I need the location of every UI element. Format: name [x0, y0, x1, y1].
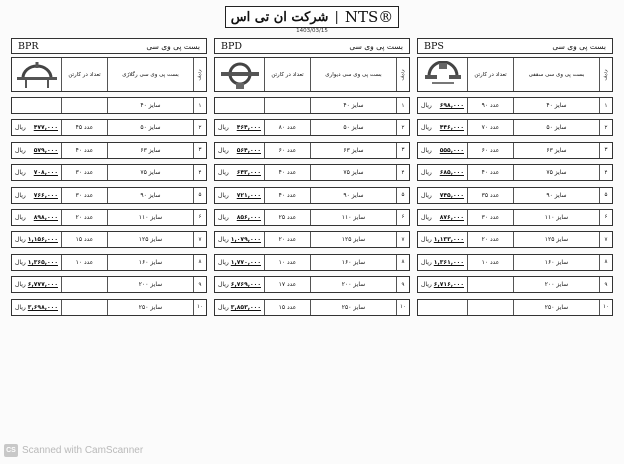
- row-number: ۷: [599, 232, 612, 247]
- table-row: [214, 209, 410, 226]
- document-title: [225, 6, 399, 28]
- table-row: [214, 119, 410, 136]
- name-cell: سایز ۱۱۰: [310, 210, 396, 225]
- name-cell: سایز ۵۰: [310, 120, 396, 135]
- column-header: [214, 57, 410, 92]
- panel-header: [417, 38, 613, 54]
- table-row: [417, 254, 613, 271]
- row-number: ۷: [396, 232, 409, 247]
- name-cell: سایز ۹۰: [107, 188, 193, 203]
- qty-header: تعداد در کارتن: [467, 58, 513, 91]
- table-row: [417, 142, 613, 159]
- brand-name: NTS®: [344, 8, 394, 26]
- column-header: [11, 57, 207, 92]
- row-number: ۱۰: [599, 300, 612, 315]
- rows: [11, 97, 207, 316]
- price-value: ۱,۷۷۰,۰۰۰: [230, 258, 261, 266]
- table-row: [214, 142, 410, 159]
- table-row: [417, 164, 613, 181]
- row-number: ۶: [599, 210, 612, 225]
- currency-label: ریال: [218, 124, 229, 132]
- qty-header: تعداد در کارتن: [264, 58, 310, 91]
- row-number: ۹: [396, 277, 409, 292]
- row-header: ردیف: [193, 58, 206, 91]
- name-cell: سایز ۷۵: [107, 165, 193, 180]
- currency-label: ریال: [421, 191, 432, 199]
- panel-bpr: [11, 38, 207, 321]
- qty-cell: ۳۰ عدد: [467, 210, 513, 225]
- name-header: بست پی وی سی سقفی: [513, 58, 599, 91]
- scanner-watermark: [4, 444, 143, 457]
- table-row: [417, 209, 613, 226]
- currency-label: ریال: [421, 236, 432, 244]
- wall-clamp-image: [219, 60, 261, 90]
- table-row: [417, 187, 613, 204]
- table-row: [11, 164, 207, 181]
- price-value: ۴۶۴,۰۰۰: [236, 124, 261, 132]
- currency-label: ریال: [421, 213, 432, 221]
- qty-cell: ۴۰ عدد: [467, 165, 513, 180]
- price-value: ۱,۳۶۱,۰۰۰: [433, 258, 464, 266]
- name-cell: سایز ۶۳: [513, 143, 599, 158]
- company-name: شرکت ان تی اس: [230, 9, 329, 25]
- row-number: ۵: [599, 188, 612, 203]
- qty-cell: [61, 300, 107, 315]
- row-number: ۳: [193, 143, 206, 158]
- table-row: [417, 231, 613, 248]
- row-number: ۵: [396, 188, 409, 203]
- currency-label: ریال: [15, 213, 26, 221]
- rows: [214, 97, 410, 316]
- adjustable-clamp-image: [15, 60, 59, 90]
- qty-cell: [467, 277, 513, 292]
- table-row: [11, 299, 207, 316]
- name-cell: سایز ۱۶۰: [513, 255, 599, 270]
- name-cell: سایز ۲۵۰: [107, 300, 193, 315]
- currency-label: ریال: [218, 281, 229, 289]
- price-value: ۱,۱۵۶,۰۰۰: [27, 236, 58, 244]
- currency-label: ریال: [421, 169, 432, 177]
- panel-code: BPR: [18, 40, 39, 52]
- qty-cell: ۴۰ عدد: [264, 165, 310, 180]
- currency-label: ریال: [15, 303, 26, 311]
- price-value: ۱,۳۶۵,۰۰۰: [27, 258, 58, 266]
- name-cell: سایز ۴۰: [107, 98, 193, 113]
- row-header: ردیف: [396, 58, 409, 91]
- currency-label: ریال: [15, 124, 26, 132]
- panel-code: BPD: [221, 40, 242, 52]
- row-number: ۸: [396, 255, 409, 270]
- name-cell: سایز ۲۵۰: [310, 300, 396, 315]
- price-value: ۸۵۶,۰۰۰: [236, 213, 261, 221]
- currency-label: ریال: [421, 146, 432, 154]
- currency-label: ریال: [218, 213, 229, 221]
- currency-label: ریال: [218, 303, 229, 311]
- table-row: [214, 164, 410, 181]
- price-value: ۶,۷۱۶,۰۰۰: [433, 281, 464, 289]
- table-row: [214, 254, 410, 271]
- qty-cell: ۲۰ عدد: [467, 232, 513, 247]
- row-number: ۴: [193, 165, 206, 180]
- name-header: بست پی وی سی رگلاژی: [107, 58, 193, 91]
- price-value: ۷۴۵,۰۰۰: [439, 191, 464, 199]
- row-number: ۱۰: [193, 300, 206, 315]
- name-cell: سایز ۶۳: [107, 143, 193, 158]
- table-row: [214, 231, 410, 248]
- qty-cell: [61, 98, 107, 113]
- name-cell: سایز ۵۰: [513, 120, 599, 135]
- name-cell: سایز ۲۵۰: [513, 300, 599, 315]
- rows: [417, 97, 613, 316]
- price-value: ۳,۸۵۳,۰۰۰: [230, 303, 261, 311]
- price-value: ۶۹۸,۰۰۰: [439, 102, 464, 109]
- table-row: [11, 231, 207, 248]
- product-image-cell: [215, 58, 264, 91]
- table-row: [11, 187, 207, 204]
- table-row: [417, 299, 613, 316]
- qty-cell: ۱۰ عدد: [61, 255, 107, 270]
- price-value: ۵۷۹,۰۰۰: [33, 146, 58, 154]
- panel-bpd: [214, 38, 410, 321]
- currency-label: ریال: [218, 258, 229, 266]
- qty-cell: ۶۰ عدد: [264, 143, 310, 158]
- name-cell: سایز ۲۰۰: [107, 277, 193, 292]
- price-value: ۳,۶۹۸,۰۰۰: [27, 303, 58, 311]
- price-value: ۷۰۸,۰۰۰: [33, 169, 58, 177]
- row-number: ۵: [193, 188, 206, 203]
- qty-cell: ۱۵ عدد: [61, 232, 107, 247]
- price-value: ۸۹۸,۰۰۰: [33, 213, 58, 221]
- price-value: ۶,۷۶۹,۰۰۰: [230, 281, 261, 289]
- qty-cell: ۱۵ عدد: [264, 300, 310, 315]
- table-row: [214, 299, 410, 316]
- qty-cell: ۲۵ عدد: [264, 210, 310, 225]
- currency-label: ریال: [421, 258, 432, 266]
- price-value: ۸۷۶,۰۰۰: [439, 213, 464, 221]
- name-cell: سایز ۷۵: [513, 165, 599, 180]
- price-value: ۴۷۷,۰۰۰: [33, 124, 58, 132]
- panel-title: بست پی وی سی: [146, 41, 200, 51]
- table-row: [417, 97, 613, 114]
- currency-label: ریال: [218, 191, 229, 199]
- product-image-cell: [12, 58, 61, 91]
- qty-cell: ۸۰ عدد: [264, 120, 310, 135]
- price-value: ۵۶۴,۰۰۰: [236, 146, 261, 154]
- document-date: 1403/03/15: [296, 28, 328, 34]
- price-value: ۶۴۳,۰۰۰: [236, 169, 261, 177]
- name-cell: سایز ۵۰: [107, 120, 193, 135]
- product-image-cell: [418, 58, 467, 91]
- name-cell: سایز ۶۳: [310, 143, 396, 158]
- name-cell: سایز ۱۶۰: [310, 255, 396, 270]
- name-cell: سایز ۷۵: [310, 165, 396, 180]
- panel-title: بست پی وی سی: [552, 41, 606, 51]
- panel-title: بست پی وی سی: [349, 41, 403, 51]
- row-number: ۱: [599, 98, 612, 113]
- row-number: ۹: [599, 277, 612, 292]
- price-value: ۵۵۵,۰۰۰: [439, 146, 464, 154]
- row-number: ۶: [396, 210, 409, 225]
- name-header: بست پی وی سی دیواری: [310, 58, 396, 91]
- row-number: ۲: [599, 120, 612, 135]
- row-number: ۹: [193, 277, 206, 292]
- currency-label: ریال: [421, 281, 432, 289]
- row-number: ۲: [193, 120, 206, 135]
- price-value: ۶۸۵,۰۰۰: [439, 169, 464, 177]
- row-number: ۷: [193, 232, 206, 247]
- name-cell: سایز ۹۰: [310, 188, 396, 203]
- name-cell: سایز ۲۰۰: [310, 277, 396, 292]
- price-value: ۷۲۱,۰۰۰: [236, 191, 261, 199]
- panel-bps: [417, 38, 613, 321]
- name-cell: سایز ۱۶۰: [107, 255, 193, 270]
- price-value: ۷۶۶,۰۰۰: [33, 191, 58, 199]
- currency-label: ریال: [15, 146, 26, 154]
- currency-label: ریال: [15, 169, 26, 177]
- panel-code: BPS: [424, 40, 444, 52]
- row-number: ۴: [396, 165, 409, 180]
- qty-cell: ۹۰ عدد: [467, 98, 513, 113]
- currency-label: ریال: [218, 236, 229, 244]
- qty-cell: ۳۵ عدد: [467, 188, 513, 203]
- currency-label: ریال: [218, 146, 229, 154]
- qty-cell: ۱۰ عدد: [264, 255, 310, 270]
- row-number: ۸: [193, 255, 206, 270]
- name-cell: سایز ۱۱۰: [107, 210, 193, 225]
- name-cell: سایز ۱۲۵: [310, 232, 396, 247]
- qty-header: تعداد در کارتن: [61, 58, 107, 91]
- qty-cell: ۷۰ عدد: [467, 120, 513, 135]
- table-row: [214, 276, 410, 293]
- qty-cell: [61, 277, 107, 292]
- row-number: ۱: [396, 98, 409, 113]
- name-cell: سایز ۱۲۵: [107, 232, 193, 247]
- table-row: [214, 97, 410, 114]
- qty-cell: ۳۰ عدد: [61, 165, 107, 180]
- ceiling-clamp-image: [422, 61, 464, 89]
- currency-label: ریال: [218, 169, 229, 177]
- table-row: [11, 276, 207, 293]
- currency-label: ریال: [421, 102, 432, 109]
- price-value: ۴۴۶,۰۰۰: [439, 124, 464, 132]
- row-number: ۸: [599, 255, 612, 270]
- qty-cell: ۴۰ عدد: [264, 188, 310, 203]
- name-cell: سایز ۲۰۰: [513, 277, 599, 292]
- table-row: [11, 254, 207, 271]
- row-number: ۲: [396, 120, 409, 135]
- table-row: [11, 209, 207, 226]
- row-number: ۱: [193, 98, 206, 113]
- qty-cell: ۲۰ عدد: [264, 232, 310, 247]
- qty-cell: ۱۷ عدد: [264, 277, 310, 292]
- scanner-text: Scanned with CamScanner: [22, 445, 144, 456]
- table-row: [11, 142, 207, 159]
- row-number: ۳: [599, 143, 612, 158]
- column-header: [417, 57, 613, 92]
- name-cell: سایز ۱۲۵: [513, 232, 599, 247]
- table-row: [11, 119, 207, 136]
- camscanner-icon: CS: [4, 444, 18, 457]
- panel-header: [214, 38, 410, 54]
- row-number: ۴: [599, 165, 612, 180]
- price-value: ۱,۱۳۳,۰۰۰: [433, 236, 464, 244]
- row-header: ردیف: [599, 58, 612, 91]
- name-cell: سایز ۱۱۰: [513, 210, 599, 225]
- table-row: [417, 276, 613, 293]
- currency-label: ریال: [421, 124, 432, 132]
- table-row: [11, 97, 207, 114]
- qty-cell: ۲۰ عدد: [61, 210, 107, 225]
- row-number: ۶: [193, 210, 206, 225]
- price-value: ۶,۷۷۷,۰۰۰: [27, 281, 58, 289]
- qty-cell: ۴۰ عدد: [61, 143, 107, 158]
- title-separator: |: [334, 9, 339, 25]
- qty-cell: ۴۵ عدد: [61, 120, 107, 135]
- row-number: ۱۰: [396, 300, 409, 315]
- price-value: ۱,۰۷۹,۰۰۰: [230, 236, 261, 244]
- table-row: [417, 119, 613, 136]
- table-row: [214, 187, 410, 204]
- currency-label: ریال: [15, 258, 26, 266]
- qty-cell: [264, 98, 310, 113]
- currency-label: ریال: [15, 281, 26, 289]
- name-cell: سایز ۹۰: [513, 188, 599, 203]
- name-cell: سایز ۴۰: [310, 98, 396, 113]
- currency-label: ریال: [15, 191, 26, 199]
- qty-cell: ۳۰ عدد: [61, 188, 107, 203]
- qty-cell: ۱۰ عدد: [467, 255, 513, 270]
- qty-cell: [467, 300, 513, 315]
- currency-label: ریال: [15, 236, 26, 244]
- qty-cell: ۶۰ عدد: [467, 143, 513, 158]
- name-cell: سایز ۴۰: [513, 98, 599, 113]
- row-number: ۳: [396, 143, 409, 158]
- panel-header: [11, 38, 207, 54]
